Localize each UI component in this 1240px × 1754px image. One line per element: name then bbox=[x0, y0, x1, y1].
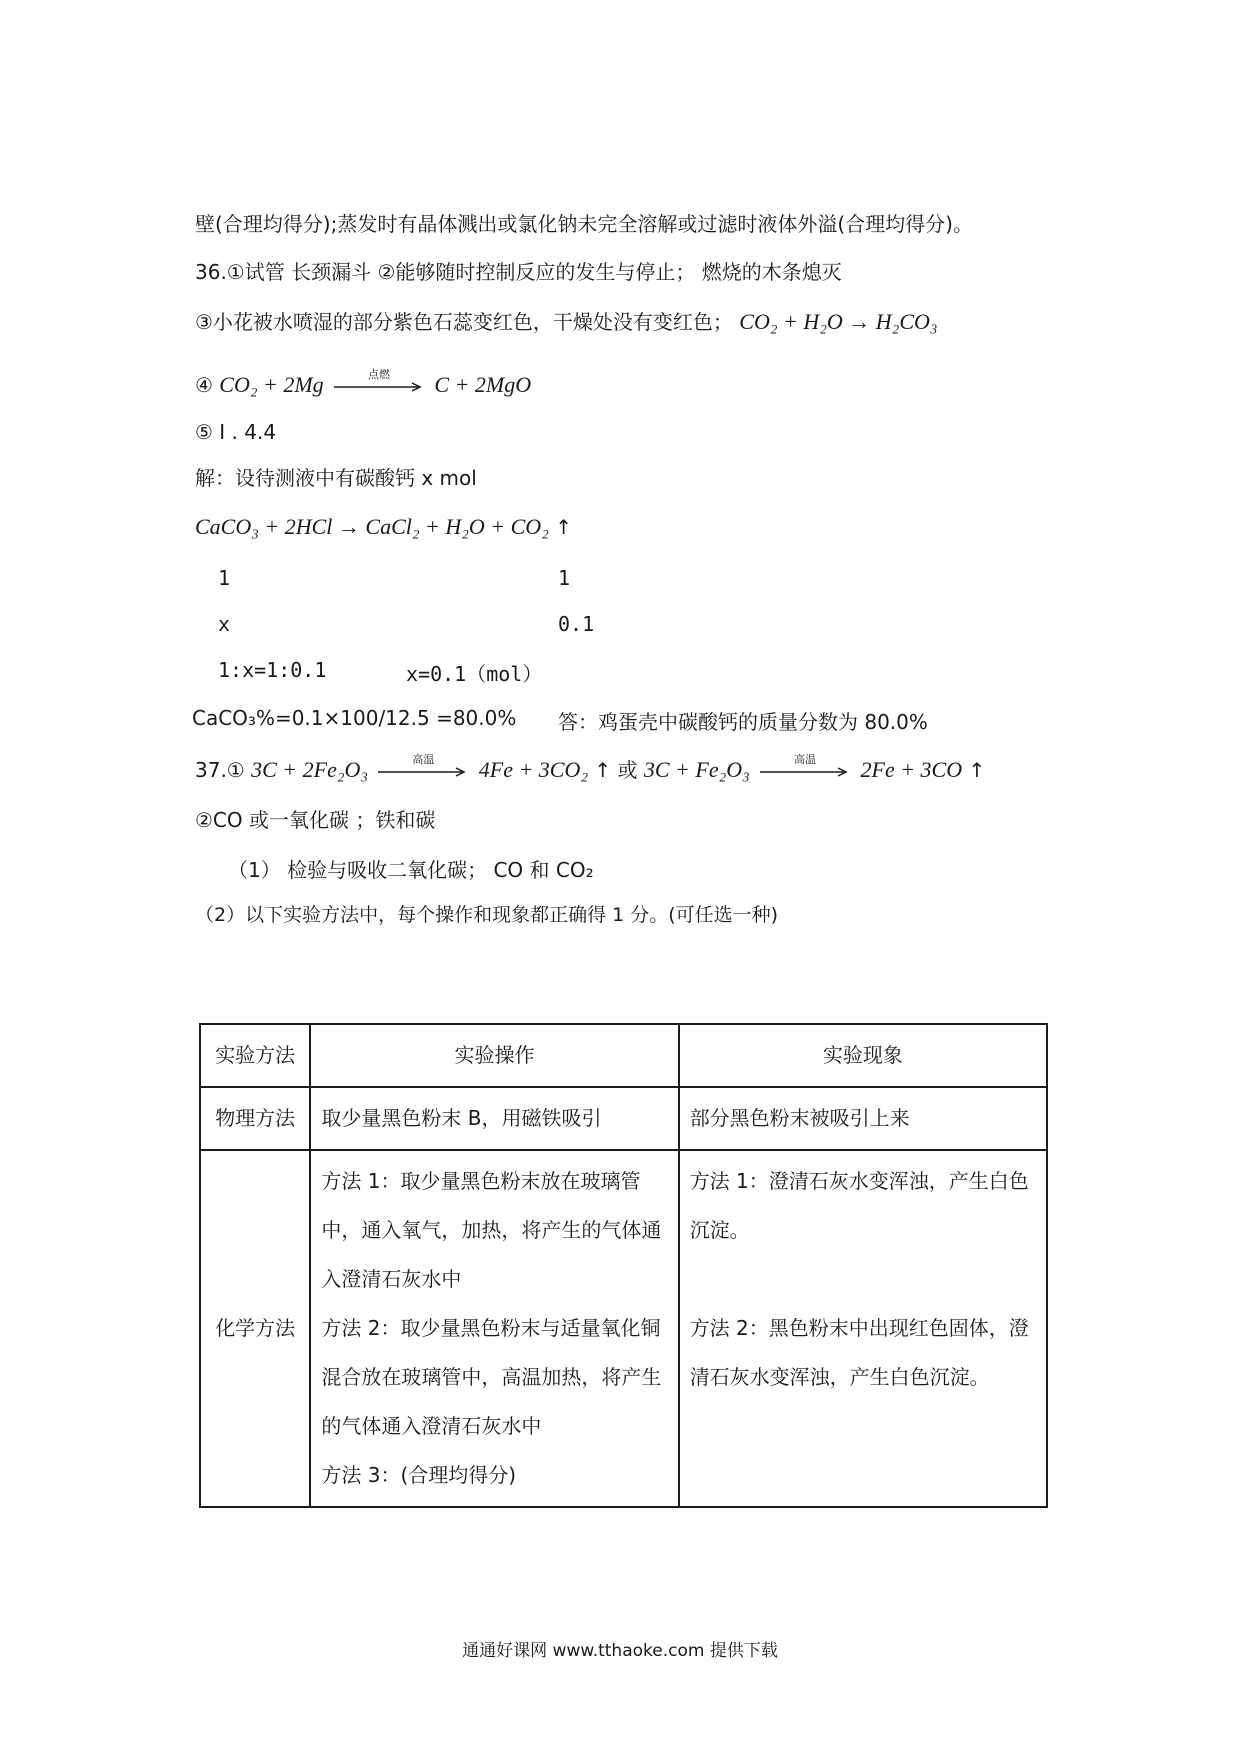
arrow-right-icon bbox=[378, 767, 468, 777]
line4-prefix: ④ bbox=[195, 373, 213, 397]
physical-method: 物理方法 bbox=[200, 1087, 310, 1150]
chemical-phenomena bbox=[679, 1150, 1047, 1507]
arrow-label-heat-2: 高温 bbox=[794, 752, 817, 766]
ratio-3b: x=0.1（mol） bbox=[406, 662, 543, 686]
ratio-1b: 1 bbox=[558, 566, 571, 590]
reaction-arrow-ignite bbox=[334, 367, 424, 398]
line3-text: ③小花被水喷湿的部分紫色石蕊变红色，干燥处没有变红色； bbox=[195, 310, 733, 334]
line3-formula: CO₂ + H₂O → H₂CO₃ bbox=[739, 309, 938, 334]
gas-up-arrow-icon: ↑ bbox=[594, 758, 612, 782]
text-line-5: ⑤ I . 4.4 bbox=[195, 420, 277, 444]
chemical-op-3: 方法 3：(合理均得分) bbox=[321, 1463, 517, 1487]
ratio-2b: 0.1 bbox=[558, 612, 595, 636]
q37-prefix: 37.① bbox=[195, 758, 245, 782]
chemical-ph-2: 方法 2：黑色粉末中出现红色固体，澄清石灰水变浑浊，产生白色沉淀。 bbox=[689, 1316, 1029, 1389]
text-line-14: （1） 检验与吸收二氧化碳； CO 和 CO₂ bbox=[228, 858, 594, 882]
line4-right: C + 2MgO bbox=[434, 372, 532, 397]
arrow-right-icon bbox=[334, 382, 424, 392]
chemical-op-2: 方法 2：取少量黑色粉末与适量氧化铜混合放在玻璃管中，高温加热，将产生的气体通入澄清石灰水中 bbox=[321, 1316, 662, 1438]
q37-right1: 4Fe + 3CO₂ bbox=[478, 757, 589, 782]
table-row-physical bbox=[200, 1087, 1047, 1150]
table-header-row bbox=[200, 1024, 1047, 1087]
chemical-ph-1: 方法 1：澄清石灰水变浑浊，产生白色沉淀。 bbox=[689, 1169, 1029, 1242]
q37-left2: 3C + Fe₂O₃ bbox=[643, 757, 750, 782]
line4-left: CO₂ + 2Mg bbox=[219, 372, 324, 397]
text-line-3 bbox=[195, 306, 938, 335]
ratio-2a: x bbox=[218, 612, 231, 636]
text-line-6: 解：设待测液中有碳酸钙 x mol bbox=[195, 466, 477, 490]
arrow-label-heat-1: 高温 bbox=[412, 752, 435, 766]
gas-up-arrow-icon: ↑ bbox=[555, 515, 572, 539]
chemical-method: 化学方法 bbox=[200, 1150, 310, 1507]
ratio-1a: 1 bbox=[218, 566, 231, 590]
q37-left1: 3C + 2Fe₂O₃ bbox=[251, 757, 369, 782]
chemical-op-1: 方法 1：取少量黑色粉末放在玻璃管中，通入氧气，加热，将产生的气体通入澄清石灰水中 bbox=[321, 1169, 662, 1291]
answer-calc: CaCO₃%=0.1×100/12.5 =80.0% bbox=[192, 706, 517, 730]
text-line-q36: 36.①试管 长颈漏斗 ②能够随时控制反应的发生与停止； 燃烧的木条熄灭 bbox=[195, 260, 842, 284]
text-line-13: ②CO 或一氧化碳 ；铁和碳 bbox=[195, 808, 436, 832]
physical-phenomenon: 部分黑色粉末被吸引上来 bbox=[679, 1087, 1047, 1150]
physical-operation: 取少量黑色粉末 B，用磁铁吸引 bbox=[310, 1087, 678, 1150]
text-line-7 bbox=[195, 514, 572, 540]
ratio-3a: 1:x=1:0.1 bbox=[218, 658, 327, 682]
header-operation: 实验操作 bbox=[310, 1024, 678, 1087]
chemical-operations bbox=[310, 1150, 678, 1507]
reaction-arrow-heat-1 bbox=[378, 752, 468, 783]
page-footer: 通通好课网 www.tthaoke.com 提供下载 bbox=[462, 1641, 778, 1661]
line7-formula: CaCO₃ + 2HCl → CaCl₂ + H₂O + CO₂ bbox=[195, 514, 549, 539]
q37-right2: 2Fe + 3CO bbox=[860, 757, 963, 782]
answer-text: 答：鸡蛋壳中碳酸钙的质量分数为 80.0% bbox=[558, 710, 928, 734]
header-method: 实验方法 bbox=[200, 1024, 310, 1087]
arrow-right-icon bbox=[760, 767, 850, 777]
text-line-q37 bbox=[195, 754, 985, 783]
experiment-table bbox=[199, 1023, 1048, 1508]
text-line-1: 壁(合理均得分);蒸发时有晶体溅出或氯化钠未完全溶解或过滤时液体外溢(合理均得分)。 bbox=[195, 212, 973, 236]
arrow-label-ignite: 点燃 bbox=[368, 367, 391, 381]
table-row-chemical bbox=[200, 1150, 1047, 1507]
header-phenomenon: 实验现象 bbox=[679, 1024, 1047, 1087]
reaction-arrow-heat-2 bbox=[760, 752, 850, 783]
q37-or: 或 bbox=[617, 758, 638, 782]
text-line-4 bbox=[195, 367, 532, 398]
text-line-15: （2）以下实验方法中，每个操作和现象都正确得 1 分。(可任选一种) bbox=[195, 904, 779, 926]
gas-up-arrow-icon: ↑ bbox=[968, 758, 986, 782]
